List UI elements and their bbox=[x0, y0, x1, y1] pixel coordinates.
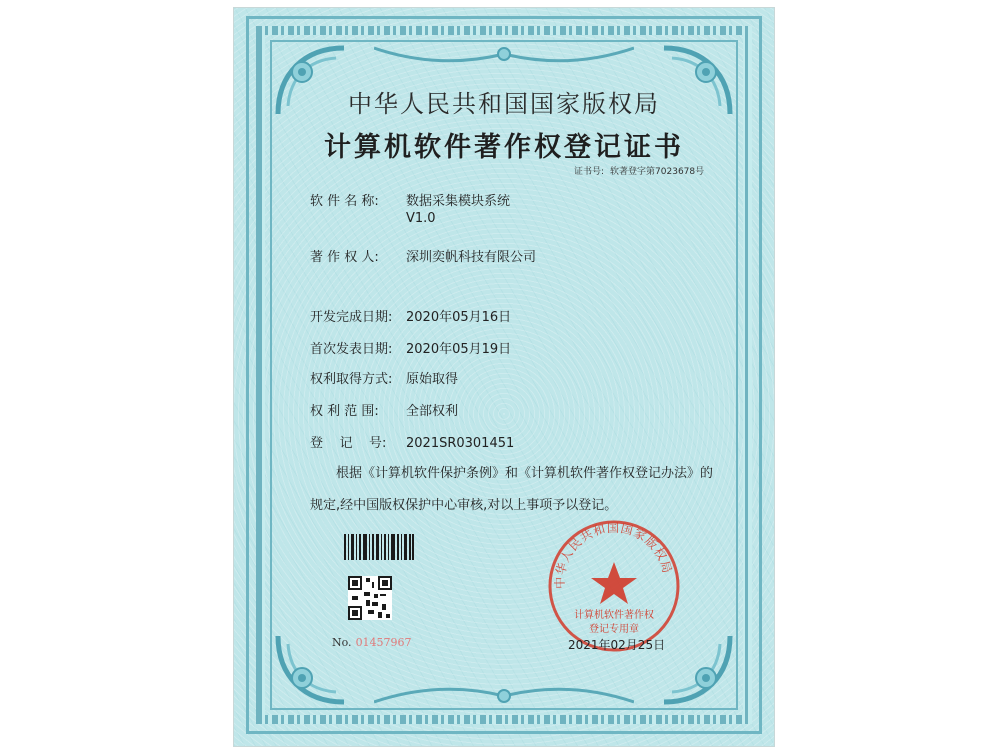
barcode bbox=[344, 534, 414, 560]
field-dev-date bbox=[310, 306, 511, 325]
statement-line-1: 根据《计算机软件保护条例》和《计算机软件著作权登记办法》的 bbox=[336, 466, 714, 481]
field-pub-date bbox=[310, 338, 511, 357]
statement-line-2: 规定,经中国版权保护中心审核,对以上事项予以登记。 bbox=[310, 498, 618, 513]
registration-number-label: 登 记 号: bbox=[310, 436, 387, 451]
field-software-name bbox=[310, 190, 510, 226]
dev-date-value: 2020年05月16日 bbox=[406, 310, 512, 325]
pub-date-label: 首次发表日期: bbox=[310, 342, 393, 357]
certificate-title: 计算机软件著作权登记证书 bbox=[324, 132, 684, 163]
software-name-value: 数据采集模块系统 bbox=[406, 194, 511, 209]
certificate bbox=[234, 8, 774, 746]
owner-value: 深圳奕帆科技有限公司 bbox=[406, 250, 537, 265]
software-name-label: 软 件 名 称: bbox=[310, 194, 379, 209]
certificate-number bbox=[574, 164, 704, 177]
field-scope bbox=[310, 400, 458, 419]
owner-label: 著 作 权 人: bbox=[310, 250, 379, 265]
seal-subtitle-1: 计算机软件著作权 bbox=[574, 610, 654, 621]
acquisition-label: 权利取得方式: bbox=[310, 372, 393, 387]
official-seal bbox=[544, 516, 684, 656]
field-acquisition bbox=[310, 368, 458, 387]
seal-subtitle-2: 登记专用章 bbox=[589, 624, 639, 635]
field-owner bbox=[310, 246, 536, 265]
scope-label: 权 利 范 围: bbox=[310, 404, 379, 419]
top-ornament bbox=[374, 44, 634, 70]
dev-date-label: 开发完成日期: bbox=[310, 310, 393, 325]
seal-ring-text: 中华人民共和国国家版权局 bbox=[552, 520, 675, 589]
serial-number bbox=[332, 636, 412, 649]
serial-value: 01457967 bbox=[355, 636, 412, 649]
registration-number-value: 2021SR0301451 bbox=[406, 436, 515, 451]
issue-date: 2021年02月25日 bbox=[568, 638, 666, 652]
qr-code bbox=[348, 576, 392, 620]
issuing-authority: 中华人民共和国国家版权局 bbox=[348, 90, 660, 118]
scope-value: 全部权利 bbox=[406, 404, 459, 419]
serial-prefix: No. bbox=[332, 636, 352, 649]
certificate-number-label: 证书号: bbox=[574, 167, 605, 177]
software-version-value: V1.0 bbox=[406, 211, 436, 226]
acquisition-value: 原始取得 bbox=[406, 372, 459, 387]
certificate-number-value: 软著登字第7023678号 bbox=[610, 167, 705, 177]
bottom-ornament bbox=[374, 680, 634, 706]
pub-date-value: 2020年05月19日 bbox=[406, 342, 512, 357]
statement bbox=[310, 458, 720, 522]
field-registration-number bbox=[310, 432, 514, 451]
